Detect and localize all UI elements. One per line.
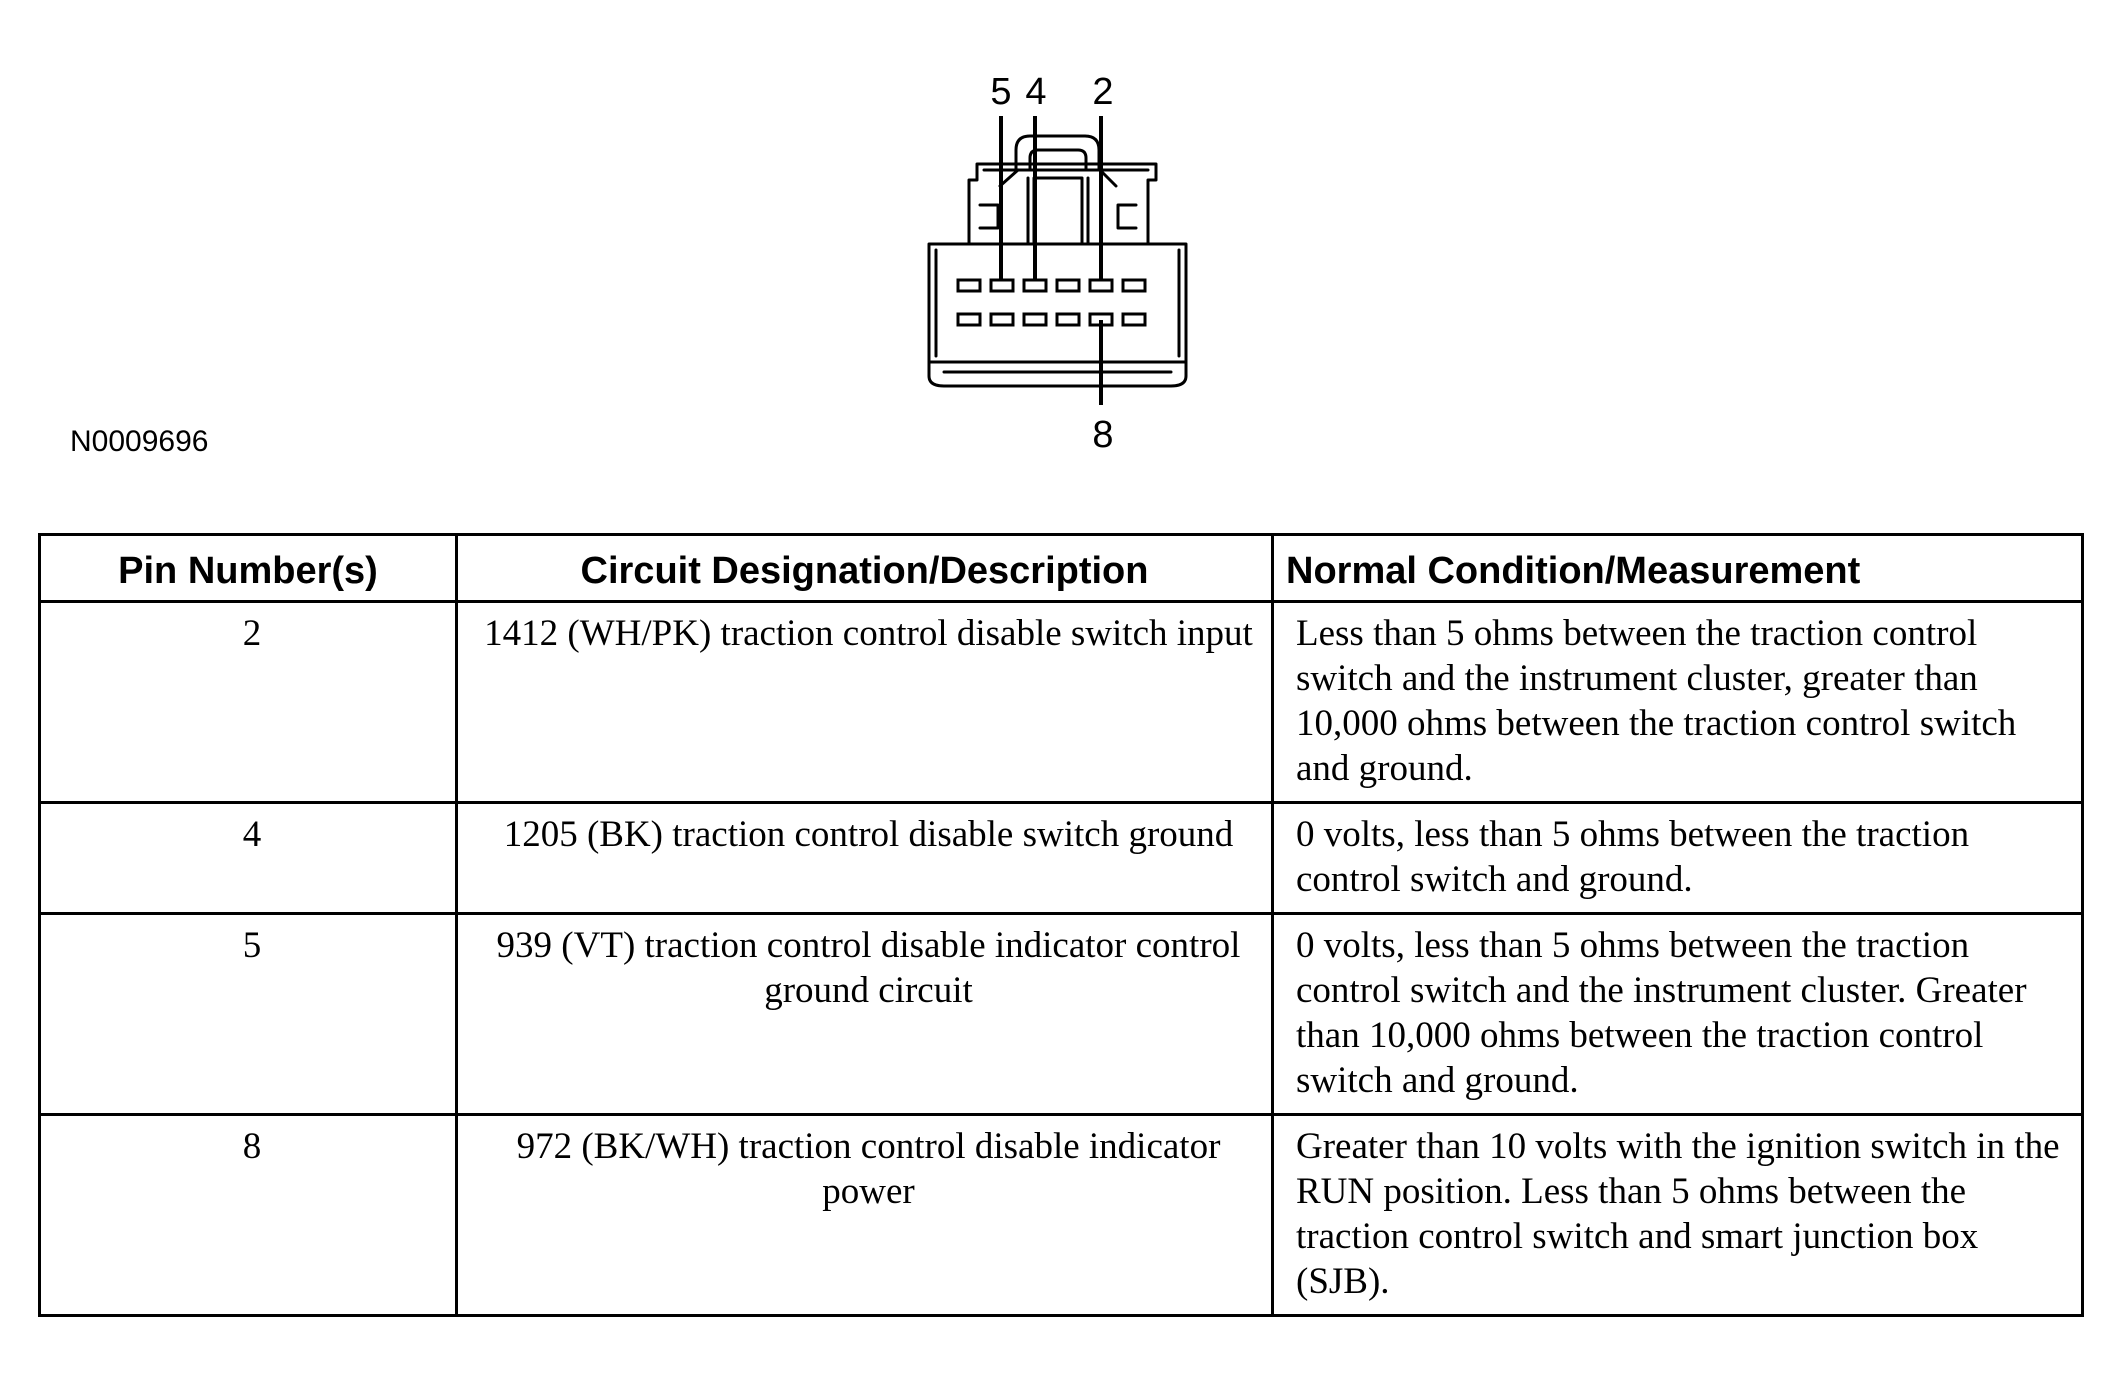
pin-number-cell: 5 [40,914,457,1115]
connector-body [929,244,1186,362]
header-circuit-description: Circuit Designation/Description [457,535,1273,602]
circuit-cell: 1412 (WH/PK) traction control disable switch input [457,602,1273,803]
pin-number-cell: 2 [40,602,457,803]
connector-face-diagram [0,0,2118,480]
pin-label-4: 4 [1025,71,1047,113]
connector-bottom-lip [929,362,1186,386]
pin-label-8: 8 [1092,414,1114,456]
condition-cell: Greater than 10 volts with the ignition switch in the RUN position. Less than 5 ohms between the traction control switch and smart junction box (SJB). [1273,1115,2083,1316]
table-row [40,803,2083,914]
table-row [40,1115,2083,1316]
table-header-row [40,535,2083,602]
pin-label-5: 5 [990,71,1012,113]
connector-figure [0,0,2118,480]
pin-number-cell: 4 [40,803,457,914]
pin-label-2: 2 [1092,71,1114,113]
table-row [40,602,2083,803]
header-normal-condition: Normal Condition/Measurement [1273,535,2083,602]
pin-cavities-row-1 [958,280,1145,291]
table-row [40,914,2083,1115]
figure-id: N0009696 [70,425,209,458]
circuit-cell: 939 (VT) traction control disable indicator control ground circuit [457,914,1273,1115]
header-pin-numbers: Pin Number(s) [40,535,457,602]
circuit-cell: 1205 (BK) traction control disable switch ground [457,803,1273,914]
pin-number-cell: 8 [40,1115,457,1316]
condition-cell: 0 volts, less than 5 ohms between the traction control switch and ground. [1273,803,2083,914]
condition-cell: Less than 5 ohms between the traction control switch and the instrument cluster, greater than 10,000 ohms between the traction control switch and ground. [1273,602,2083,803]
circuit-cell: 972 (BK/WH) traction control disable indicator power [457,1115,1273,1316]
pin-cavities-row-2 [958,314,1145,325]
pin-circuit-table [38,533,2084,1317]
condition-cell: 0 volts, less than 5 ohms between the traction control switch and the instrument cluster. Greater than 10,000 ohms between the traction control switch and ground. [1273,914,2083,1115]
